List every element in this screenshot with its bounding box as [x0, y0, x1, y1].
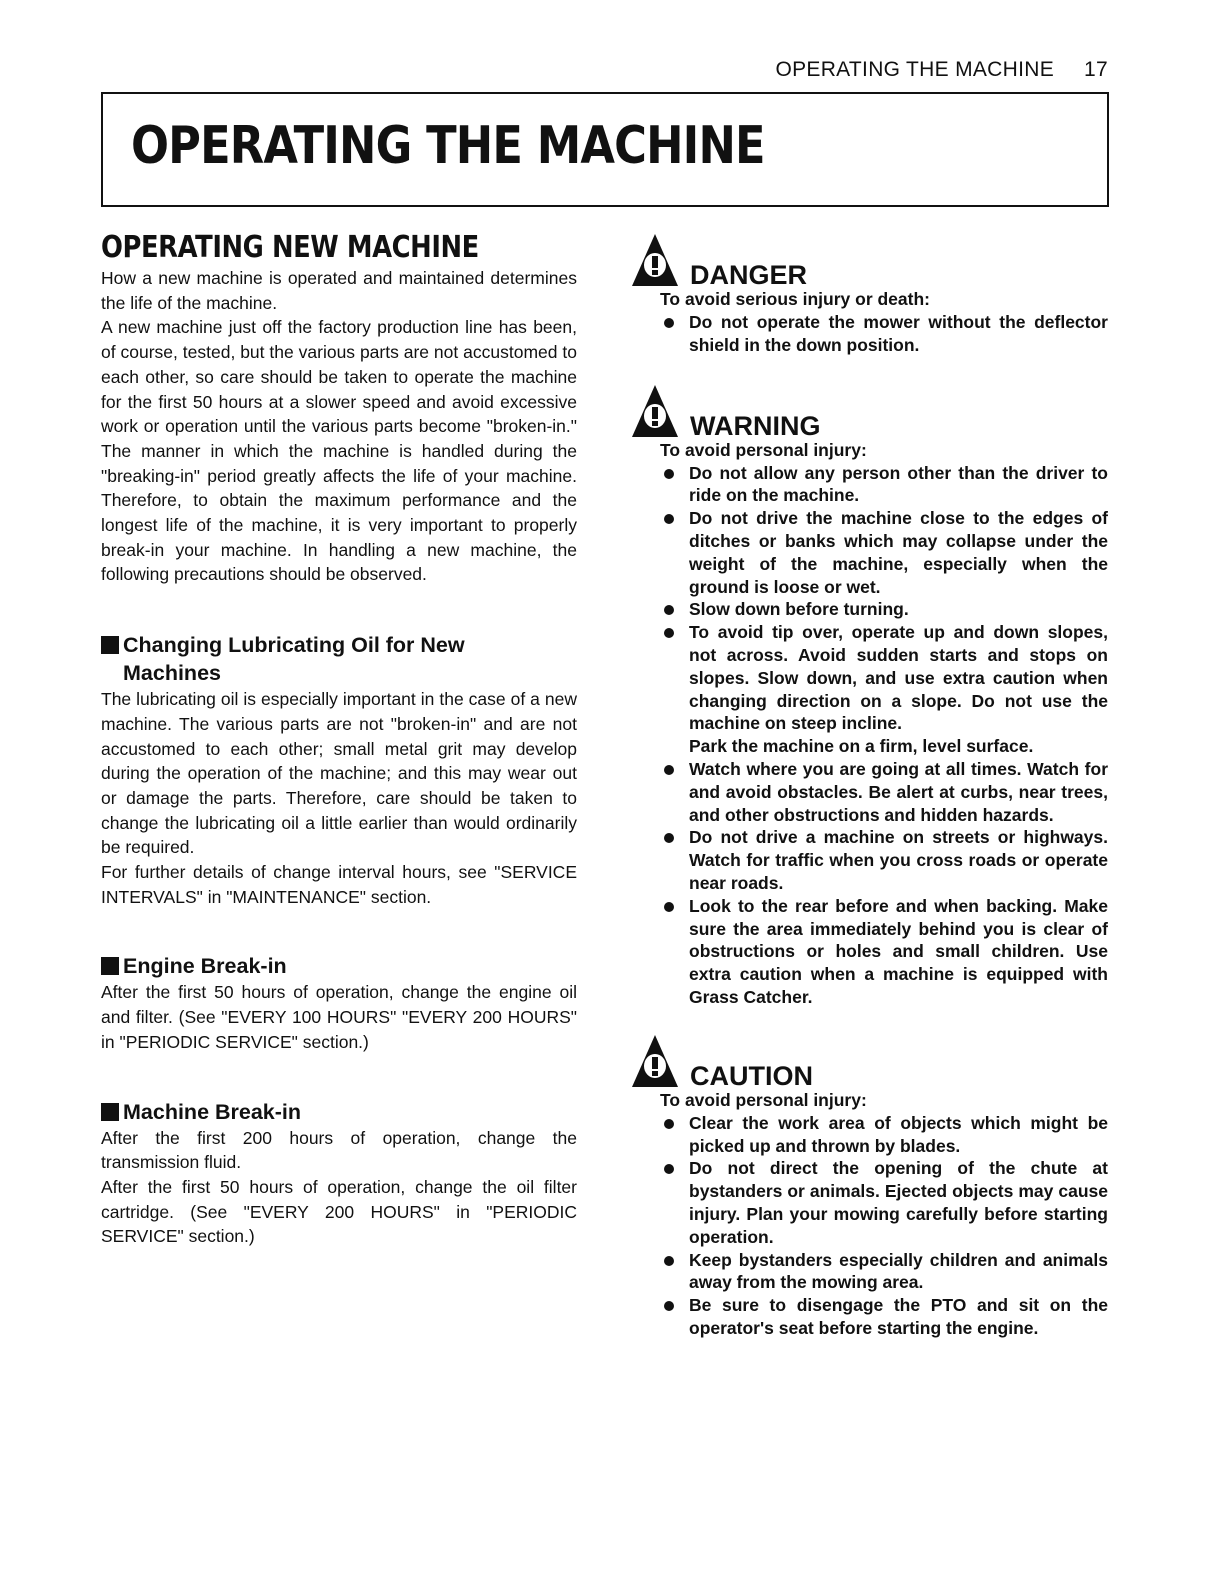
list-item [660, 621, 1108, 758]
caution-label: CAUTION [690, 1060, 813, 1091]
subsection-heading: Engine Break-in [101, 952, 577, 980]
subsection-text [101, 1126, 577, 1250]
subsection-text [101, 980, 577, 1054]
list-item-text: To avoid tip over, operate up and down slopes, not across. Avoid sudden starts and stops on slopes. Slow down, and use extra caution when changing direction on a slope. Do not use the machine on steep incline. [689, 622, 1108, 734]
page-title: OPERATING THE MACHINE [131, 116, 765, 176]
list-item: Do not allow any person other than the driver to ride on the machine. [660, 462, 1108, 508]
list-item: Do not direct the opening of the chute at bystanders or animals. Ejected objects may cause injury. Plan your mowing carefully before starting operation. [660, 1157, 1108, 1248]
left-column [101, 230, 577, 1249]
paragraph: After the first 50 hours of operation, change the engine oil and filter. (See "EVERY 100 HOURS" "EVERY 200 HOURS" in "PERIODIC SERVICE" section.) [101, 982, 577, 1052]
subsection-heading: Machine Break-in [101, 1098, 577, 1126]
page-title-box [101, 92, 1109, 207]
list-item: Be sure to disengage the PTO and sit on the operator's seat before starting the engine. [660, 1294, 1108, 1340]
list-item: Clear the work area of objects which might be picked up and thrown by blades. [660, 1112, 1108, 1158]
paragraph: For further details of change interval hours, see "SERVICE INTERVALS" in "MAINTENANCE" section. [101, 862, 577, 907]
list-item: Slow down before turning. [660, 598, 1108, 621]
page-number: 17 [1084, 58, 1108, 81]
list-item-extra-line: Park the machine on a firm, level surface. [689, 736, 1034, 757]
paragraph: A new machine just off the factory production line has been, of course, tested, but the various parts are not accustomed to each other, so care should be taken to operate the machine for the first 50 hours at a slower speed and avoid excessive work or operation until the various parts become "broken-in." The manner in which the machine is handled during the "breaking-in" period greatly affects the life of your machine. Therefore, to obtain the maximum performance and the longest life of the machine, it is very important to properly break-in your machine. In handling a new machine, the following precautions should be observed. [101, 317, 577, 585]
paragraph: The lubricating oil is especially important in the case of a new machine. The various parts are not "broken-in" and are not accustomed to each other; small metal grit may develop during the operation of the machine; and this may wear out or damage the parts. Therefore, care should be taken to change the lubricating oil a little earlier than would ordinarily be required. [101, 689, 577, 858]
safety-alert-icon [630, 383, 680, 439]
list-item: Do not operate the mower without the deflector shield in the down position. [660, 311, 1108, 357]
list-item: Keep bystanders especially children and animals away from the mowing area. [660, 1249, 1108, 1295]
warning-block [630, 381, 1108, 1009]
danger-list [630, 311, 1108, 357]
danger-intro: To avoid serious injury or death: [660, 289, 930, 309]
paragraph: After the first 50 hours of operation, change the oil filter cartridge. (See "EVERY 200 HOURS" in "PERIODIC SERVICE" section.) [101, 1176, 577, 1247]
caution-block [630, 1031, 1108, 1340]
caution-list [630, 1112, 1108, 1340]
square-bullet-icon [101, 636, 119, 654]
subsection-heading: Changing Lubricating Oil for New Machines [101, 631, 577, 687]
danger-heading [630, 230, 1108, 288]
list-item: Do not drive a machine on streets or highways. Watch for traffic when you cross roads or operate near roads. [660, 826, 1108, 894]
square-bullet-icon [101, 1103, 119, 1121]
intro-text [101, 266, 577, 587]
safety-alert-icon [630, 1033, 680, 1089]
danger-label: DANGER [690, 260, 808, 290]
list-item: Do not drive the machine close to the edges of ditches or banks which may collapse under the weight of the machine, especially when the ground is loose or wet. [660, 507, 1108, 598]
list-item: Watch where you are going at all times. Watch for and avoid obstacles. Be alert at curbs, near trees, and other obstructions and hidden hazards. [660, 758, 1108, 826]
running-header [775, 58, 1108, 82]
list-item: Look to the rear before and when backing. Make sure the area immediately behind you is clear of obstructions or holes and small children. Use extra caution when a machine is equipped with Grass Catcher. [660, 895, 1108, 1009]
warning-list [630, 462, 1108, 1009]
caution-heading [630, 1031, 1108, 1089]
warning-label: WARNING [690, 410, 821, 441]
danger-block [630, 230, 1108, 357]
section-title: OPERATING NEW MACHINE [101, 230, 479, 265]
caution-intro: To avoid personal injury: [660, 1089, 867, 1110]
warning-heading [630, 381, 1108, 439]
right-column [630, 230, 1108, 1340]
running-header-section: OPERATING THE MACHINE [775, 58, 1055, 81]
paragraph: After the first 200 hours of operation, change the transmission fluid. [101, 1127, 577, 1173]
paragraph: How a new machine is operated and maintained determines the life of the machine. [101, 268, 577, 313]
subsection-text [101, 687, 577, 909]
warning-intro: To avoid personal injury: [660, 439, 867, 460]
square-bullet-icon [101, 957, 119, 975]
safety-alert-icon [630, 232, 680, 288]
